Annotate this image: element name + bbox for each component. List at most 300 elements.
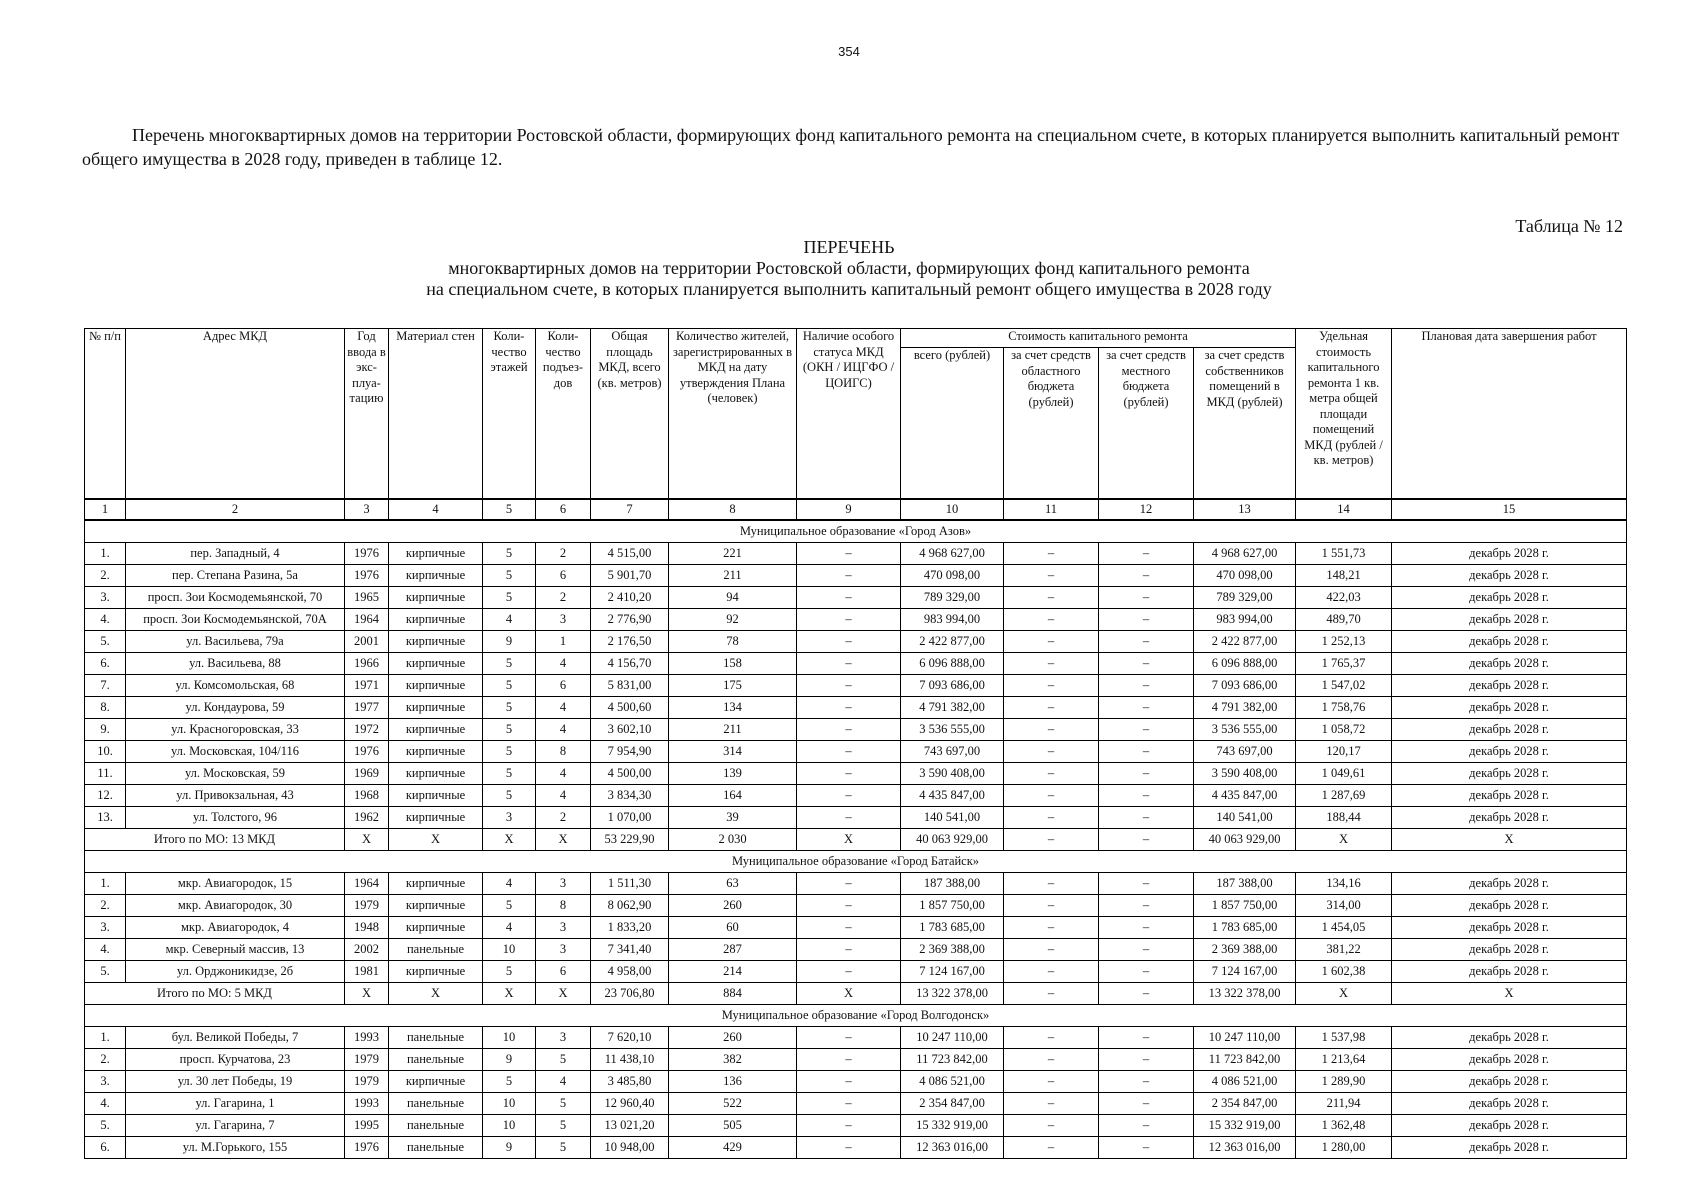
table-row — [85, 939, 1627, 961]
table-cell: – — [1099, 1027, 1194, 1049]
table-cell: 1 287,69 — [1296, 785, 1392, 807]
table-cell: 6 096 888,00 — [901, 653, 1004, 675]
total-cell: X — [483, 983, 536, 1005]
table-cell: декабрь 2028 г. — [1392, 719, 1627, 741]
table-cell: 120,17 — [1296, 741, 1392, 763]
table-cell: 1976 — [345, 543, 389, 565]
table-cell: – — [1004, 785, 1099, 807]
table-cell: 382 — [669, 1049, 797, 1071]
table-cell: – — [1004, 697, 1099, 719]
table-cell: 5. — [85, 631, 126, 653]
table-cell: 7. — [85, 675, 126, 697]
table-cell: – — [797, 741, 901, 763]
table-cell: – — [797, 653, 901, 675]
table-cell: 6 — [536, 961, 591, 983]
table-cell: 10 — [483, 939, 536, 961]
table-cell: 1 362,48 — [1296, 1115, 1392, 1137]
table-cell: 1 833,20 — [591, 917, 669, 939]
table-cell: 3 834,30 — [591, 785, 669, 807]
table-cell: 13. — [85, 807, 126, 829]
table-cell: 4. — [85, 939, 126, 961]
table-cell: 5 — [483, 653, 536, 675]
table-row — [85, 675, 1627, 697]
table-row — [85, 785, 1627, 807]
table-cell: 10 948,00 — [591, 1137, 669, 1159]
table-cell: 175 — [669, 675, 797, 697]
table-row — [85, 763, 1627, 785]
table-cell: панельные — [389, 1027, 483, 1049]
table-cell: – — [1004, 543, 1099, 565]
table-cell: кирпичные — [389, 587, 483, 609]
table-cell: 3. — [85, 917, 126, 939]
table-cell: 5 831,00 — [591, 675, 669, 697]
table-cell: 10 — [483, 1093, 536, 1115]
table-cell: 4. — [85, 609, 126, 631]
column-number: 6 — [536, 499, 591, 520]
table-cell: ул. М.Горького, 155 — [126, 1137, 345, 1159]
column-number: 10 — [901, 499, 1004, 520]
table-cell: 1965 — [345, 587, 389, 609]
table-cell: 743 697,00 — [901, 741, 1004, 763]
table-cell: – — [1004, 917, 1099, 939]
table-cell: 1995 — [345, 1115, 389, 1137]
table-cell: 505 — [669, 1115, 797, 1137]
table-cell: – — [1099, 631, 1194, 653]
table-cell: 5. — [85, 1115, 126, 1137]
table-cell: 5 — [483, 785, 536, 807]
table-cell: 1964 — [345, 873, 389, 895]
table-cell: – — [797, 543, 901, 565]
table-cell: 743 697,00 — [1194, 741, 1296, 763]
table-cell: 381,22 — [1296, 939, 1392, 961]
total-cell: X — [1296, 983, 1392, 1005]
table-cell: 1976 — [345, 565, 389, 587]
table-cell: 789 329,00 — [1194, 587, 1296, 609]
table-cell: декабрь 2028 г. — [1392, 1137, 1627, 1159]
table-cell: кирпичные — [389, 785, 483, 807]
table-cell: бул. Великой Победы, 7 — [126, 1027, 345, 1049]
total-cell: X — [797, 829, 901, 851]
table-cell: 11 438,10 — [591, 1049, 669, 1071]
table-cell: 1971 — [345, 675, 389, 697]
table-cell: панельные — [389, 1137, 483, 1159]
column-number: 3 — [345, 499, 389, 520]
table-cell: декабрь 2028 г. — [1392, 565, 1627, 587]
table-cell: – — [797, 873, 901, 895]
table-cell: – — [797, 719, 901, 741]
table-cell: – — [1099, 939, 1194, 961]
table-cell: ул. Васильева, 88 — [126, 653, 345, 675]
table-cell: ул. Привокзальная, 43 — [126, 785, 345, 807]
table-cell: 10. — [85, 741, 126, 763]
table-cell: 522 — [669, 1093, 797, 1115]
table-cell: – — [1099, 763, 1194, 785]
table-cell: 4 — [536, 719, 591, 741]
table-cell: – — [1099, 697, 1194, 719]
table-cell: – — [797, 1027, 901, 1049]
table-cell: 1. — [85, 1027, 126, 1049]
table-cell: 7 620,10 — [591, 1027, 669, 1049]
table-cell: 7 093 686,00 — [1194, 675, 1296, 697]
table-row — [85, 719, 1627, 741]
table-cell: 1 454,05 — [1296, 917, 1392, 939]
header-address: Адрес МКД — [126, 329, 345, 500]
table-cell: – — [1004, 609, 1099, 631]
table-cell: 2. — [85, 1049, 126, 1071]
table-cell: 158 — [669, 653, 797, 675]
table-cell: 5. — [85, 961, 126, 983]
table-cell: кирпичные — [389, 697, 483, 719]
column-number: 12 — [1099, 499, 1194, 520]
table-cell: 11 723 842,00 — [1194, 1049, 1296, 1071]
table-cell: – — [1099, 1137, 1194, 1159]
table-cell: 13 021,20 — [591, 1115, 669, 1137]
table-cell: – — [1099, 543, 1194, 565]
table-cell: 140 541,00 — [901, 807, 1004, 829]
table-cell: кирпичные — [389, 961, 483, 983]
table-cell: 1 857 750,00 — [901, 895, 1004, 917]
table-cell: 789 329,00 — [901, 587, 1004, 609]
table-cell: 8. — [85, 697, 126, 719]
table-cell: ул. Орджоникидзе, 2б — [126, 961, 345, 983]
table-cell: 4 968 627,00 — [1194, 543, 1296, 565]
column-number: 8 — [669, 499, 797, 520]
table-cell: – — [1099, 719, 1194, 741]
table-cell: 4 500,60 — [591, 697, 669, 719]
table-cell: кирпичные — [389, 1071, 483, 1093]
column-number: 1 — [85, 499, 126, 520]
total-cell: 13 322 378,00 — [901, 983, 1004, 1005]
header-wall-material: Материал стен — [389, 329, 483, 500]
table-cell: – — [1004, 719, 1099, 741]
table-row — [85, 609, 1627, 631]
column-number: 15 — [1392, 499, 1627, 520]
table-cell: 7 341,40 — [591, 939, 669, 961]
table-number: Таблица № 12 — [1515, 216, 1623, 236]
table-cell: 2001 — [345, 631, 389, 653]
table-title-line3: на специальном счете, в которых планируется выполнить капитальный ремонт общего имущества в 2028 году — [426, 279, 1272, 299]
section-title: Муниципальное образование «Город Батайск» — [85, 851, 1627, 873]
table-cell: 9 — [483, 1049, 536, 1071]
table-cell: ул. Толстого, 96 — [126, 807, 345, 829]
table-cell: панельные — [389, 939, 483, 961]
table-cell: 4 791 382,00 — [1194, 697, 1296, 719]
table-cell: 2 354 847,00 — [901, 1093, 1004, 1115]
table-cell: – — [1099, 609, 1194, 631]
table-row — [85, 587, 1627, 609]
table-cell: декабрь 2028 г. — [1392, 895, 1627, 917]
table-cell: декабрь 2028 г. — [1392, 1093, 1627, 1115]
column-number: 5 — [483, 499, 536, 520]
table-cell: просп. Курчатова, 23 — [126, 1049, 345, 1071]
table-cell: 1972 — [345, 719, 389, 741]
table-cell: 1966 — [345, 653, 389, 675]
table-cell: 12 363 016,00 — [901, 1137, 1004, 1159]
table-cell: декабрь 2028 г. — [1392, 609, 1627, 631]
total-row — [85, 983, 1627, 1005]
table-cell: 2002 — [345, 939, 389, 961]
total-cell: X — [1392, 983, 1627, 1005]
table-cell: 1 857 750,00 — [1194, 895, 1296, 917]
table-cell: 136 — [669, 1071, 797, 1093]
table-cell: 1 547,02 — [1296, 675, 1392, 697]
total-cell: 53 229,90 — [591, 829, 669, 851]
table-row — [85, 1093, 1627, 1115]
table-cell: 470 098,00 — [901, 565, 1004, 587]
header-special-status: Наличие особого статуса МКД (ОКН / ИЦГФО / ЦОИГС) — [797, 329, 901, 500]
table-cell: 429 — [669, 1137, 797, 1159]
table-cell: 12. — [85, 785, 126, 807]
table-cell: 1 783 685,00 — [901, 917, 1004, 939]
table-cell: – — [1099, 917, 1194, 939]
column-number: 4 — [389, 499, 483, 520]
table-cell: – — [797, 609, 901, 631]
table-cell: 3 — [483, 807, 536, 829]
table-cell: 10 247 110,00 — [901, 1027, 1004, 1049]
total-cell: X — [536, 829, 591, 851]
table-cell: 1993 — [345, 1093, 389, 1115]
table-row — [85, 697, 1627, 719]
table-cell: декабрь 2028 г. — [1392, 961, 1627, 983]
total-row — [85, 829, 1627, 851]
table-cell: декабрь 2028 г. — [1392, 1049, 1627, 1071]
table-cell: – — [1099, 807, 1194, 829]
table-cell: декабрь 2028 г. — [1392, 587, 1627, 609]
table-cell: – — [797, 631, 901, 653]
header-year: Год ввода в экс-плуа-тацию — [345, 329, 389, 500]
table-cell: 1979 — [345, 1049, 389, 1071]
table-cell: кирпичные — [389, 873, 483, 895]
table-title-line1: ПЕРЕЧЕНЬ — [803, 237, 895, 257]
section-header-row — [85, 851, 1627, 873]
table-cell: кирпичные — [389, 807, 483, 829]
table-cell: 12 363 016,00 — [1194, 1137, 1296, 1159]
table-cell: – — [1099, 675, 1194, 697]
header-index: № п/п — [85, 329, 126, 500]
table-row — [85, 807, 1627, 829]
table-cell: 6. — [85, 653, 126, 675]
table-cell: 4 — [483, 609, 536, 631]
table-row — [85, 895, 1627, 917]
table-cell: – — [797, 1137, 901, 1159]
table-cell: 983 994,00 — [901, 609, 1004, 631]
total-cell: X — [345, 829, 389, 851]
table-cell: – — [1004, 1027, 1099, 1049]
table-cell: 15 332 919,00 — [901, 1115, 1004, 1137]
table-cell: 2 410,20 — [591, 587, 669, 609]
table-cell: мкр. Авиагородок, 15 — [126, 873, 345, 895]
table-cell: 11 723 842,00 — [901, 1049, 1004, 1071]
table-cell: 5 — [483, 675, 536, 697]
table-cell: 3 — [536, 917, 591, 939]
table-cell: кирпичные — [389, 609, 483, 631]
register-table — [84, 328, 1627, 1159]
table-row — [85, 631, 1627, 653]
table-cell: декабрь 2028 г. — [1392, 939, 1627, 961]
column-number: 2 — [126, 499, 345, 520]
table-cell: 1979 — [345, 1071, 389, 1093]
table-cell: 4 — [536, 785, 591, 807]
table-cell: 3 — [536, 609, 591, 631]
page-number: 354 — [838, 44, 860, 59]
table-cell: 4 515,00 — [591, 543, 669, 565]
table-cell: – — [1004, 1115, 1099, 1137]
table-cell: 221 — [669, 543, 797, 565]
table-cell: – — [1099, 587, 1194, 609]
table-cell: 5 — [536, 1115, 591, 1137]
table-cell: 6 — [536, 565, 591, 587]
table-cell: декабрь 2028 г. — [1392, 873, 1627, 895]
table-cell: 164 — [669, 785, 797, 807]
table-cell: – — [1004, 741, 1099, 763]
table-cell: – — [1099, 565, 1194, 587]
table-row — [85, 1115, 1627, 1137]
total-cell: – — [1099, 829, 1194, 851]
table-cell: 1 758,76 — [1296, 697, 1392, 719]
table-cell: 260 — [669, 895, 797, 917]
table-cell: 9 — [483, 1137, 536, 1159]
table-cell: пер. Степана Разина, 5а — [126, 565, 345, 587]
table-cell: 6 096 888,00 — [1194, 653, 1296, 675]
table-cell: 5 — [483, 961, 536, 983]
section-header-row — [85, 1005, 1627, 1027]
header-cost-group: Стоимость капитального ремонта — [901, 329, 1296, 348]
header-cost-total: всего (рублей) — [901, 348, 1004, 500]
total-cell: – — [1004, 829, 1099, 851]
table-cell: декабрь 2028 г. — [1392, 543, 1627, 565]
table-cell: 1993 — [345, 1027, 389, 1049]
table-cell: кирпичные — [389, 653, 483, 675]
table-cell: – — [797, 807, 901, 829]
table-cell: просп. Зои Космодемьянской, 70А — [126, 609, 345, 631]
table-cell: – — [1004, 675, 1099, 697]
total-cell: 884 — [669, 983, 797, 1005]
table-cell: – — [1099, 1049, 1194, 1071]
table-cell: 983 994,00 — [1194, 609, 1296, 631]
table-cell: 5 — [483, 763, 536, 785]
table-cell: декабрь 2028 г. — [1392, 653, 1627, 675]
total-label: Итого по МО: 13 МКД — [85, 829, 345, 851]
table-row — [85, 1071, 1627, 1093]
table-cell: 1 289,90 — [1296, 1071, 1392, 1093]
table-cell: 9. — [85, 719, 126, 741]
table-cell: 12 960,40 — [591, 1093, 669, 1115]
table-cell: 134 — [669, 697, 797, 719]
table-cell: ул. 30 лет Победы, 19 — [126, 1071, 345, 1093]
table-title — [0, 237, 1698, 300]
table-cell: ул. Кондаурова, 59 — [126, 697, 345, 719]
total-cell: 40 063 929,00 — [901, 829, 1004, 851]
table-cell: 8 — [536, 895, 591, 917]
table-cell: 2 422 877,00 — [901, 631, 1004, 653]
table-cell: 5 — [483, 697, 536, 719]
table-cell: 5 — [483, 719, 536, 741]
table-cell: кирпичные — [389, 675, 483, 697]
table-cell: 3. — [85, 587, 126, 609]
table-cell: 1 765,37 — [1296, 653, 1392, 675]
table-row — [85, 565, 1627, 587]
table-cell: декабрь 2028 г. — [1392, 917, 1627, 939]
table-row — [85, 873, 1627, 895]
table-cell: 2. — [85, 895, 126, 917]
total-cell: X — [797, 983, 901, 1005]
table-cell: 5 — [536, 1049, 591, 1071]
table-cell: 1 — [536, 631, 591, 653]
table-cell: декабрь 2028 г. — [1392, 1071, 1627, 1093]
table-cell: мкр. Северный массив, 13 — [126, 939, 345, 961]
table-cell: 4 — [536, 697, 591, 719]
table-cell: 211,94 — [1296, 1093, 1392, 1115]
table-cell: 188,44 — [1296, 807, 1392, 829]
header-cost-owners: за счет средств собственников помещений в МКД (рублей) — [1194, 348, 1296, 500]
table-cell: 9 — [483, 631, 536, 653]
table-cell: кирпичные — [389, 763, 483, 785]
table-cell: – — [797, 587, 901, 609]
table-cell: 1968 — [345, 785, 389, 807]
table-cell: 2 422 877,00 — [1194, 631, 1296, 653]
table-row — [85, 1049, 1627, 1071]
table-cell: – — [797, 785, 901, 807]
total-cell: X — [389, 829, 483, 851]
table-cell: 314 — [669, 741, 797, 763]
table-cell: 4 958,00 — [591, 961, 669, 983]
table-row — [85, 543, 1627, 565]
table-cell: 4 086 521,00 — [901, 1071, 1004, 1093]
table-cell: – — [1099, 961, 1194, 983]
table-title-line2: многоквартирных домов на территории Ростовской области, формирующих фонд капитального ремонта — [448, 258, 1250, 278]
table-cell: 470 098,00 — [1194, 565, 1296, 587]
table-cell: 94 — [669, 587, 797, 609]
table-cell: – — [1004, 1071, 1099, 1093]
table-cell: – — [1004, 873, 1099, 895]
table-cell: кирпичные — [389, 895, 483, 917]
table-cell: 211 — [669, 565, 797, 587]
table-cell: 3. — [85, 1071, 126, 1093]
table-cell: 1 252,13 — [1296, 631, 1392, 653]
table-cell: 1 280,00 — [1296, 1137, 1392, 1159]
table-cell: 4 500,00 — [591, 763, 669, 785]
table-cell: 7 124 167,00 — [901, 961, 1004, 983]
section-title: Муниципальное образование «Город Азов» — [85, 520, 1627, 543]
table-cell: 10 — [483, 1027, 536, 1049]
table-cell: 5 — [536, 1093, 591, 1115]
table-cell: – — [1004, 653, 1099, 675]
table-cell: 5 — [483, 565, 536, 587]
header-cost-regional: за счет средств областного бюджета (рублей) — [1004, 348, 1099, 500]
table-cell: 422,03 — [1296, 587, 1392, 609]
table-cell: 134,16 — [1296, 873, 1392, 895]
table-cell: 140 541,00 — [1194, 807, 1296, 829]
table-cell: 1979 — [345, 895, 389, 917]
table-cell: 4 435 847,00 — [901, 785, 1004, 807]
total-cell: X — [536, 983, 591, 1005]
table-cell: – — [797, 1115, 901, 1137]
column-number: 7 — [591, 499, 669, 520]
table-cell: – — [1004, 961, 1099, 983]
table-cell: 10 — [483, 1115, 536, 1137]
table-cell: 489,70 — [1296, 609, 1392, 631]
table-cell: 1. — [85, 873, 126, 895]
table-row — [85, 653, 1627, 675]
total-cell: 13 322 378,00 — [1194, 983, 1296, 1005]
header-unit-cost: Удельная стоимость капитального ремонта 1 кв. метра общей площади помещений МКД (рублей / кв. метров) — [1296, 329, 1392, 500]
table-cell: – — [1099, 653, 1194, 675]
table-cell: 1977 — [345, 697, 389, 719]
table-cell: 7 954,90 — [591, 741, 669, 763]
table-cell: 4 968 627,00 — [901, 543, 1004, 565]
header-cost-local: за счет средств местного бюджета (рублей) — [1099, 348, 1194, 500]
table-cell: – — [1004, 565, 1099, 587]
